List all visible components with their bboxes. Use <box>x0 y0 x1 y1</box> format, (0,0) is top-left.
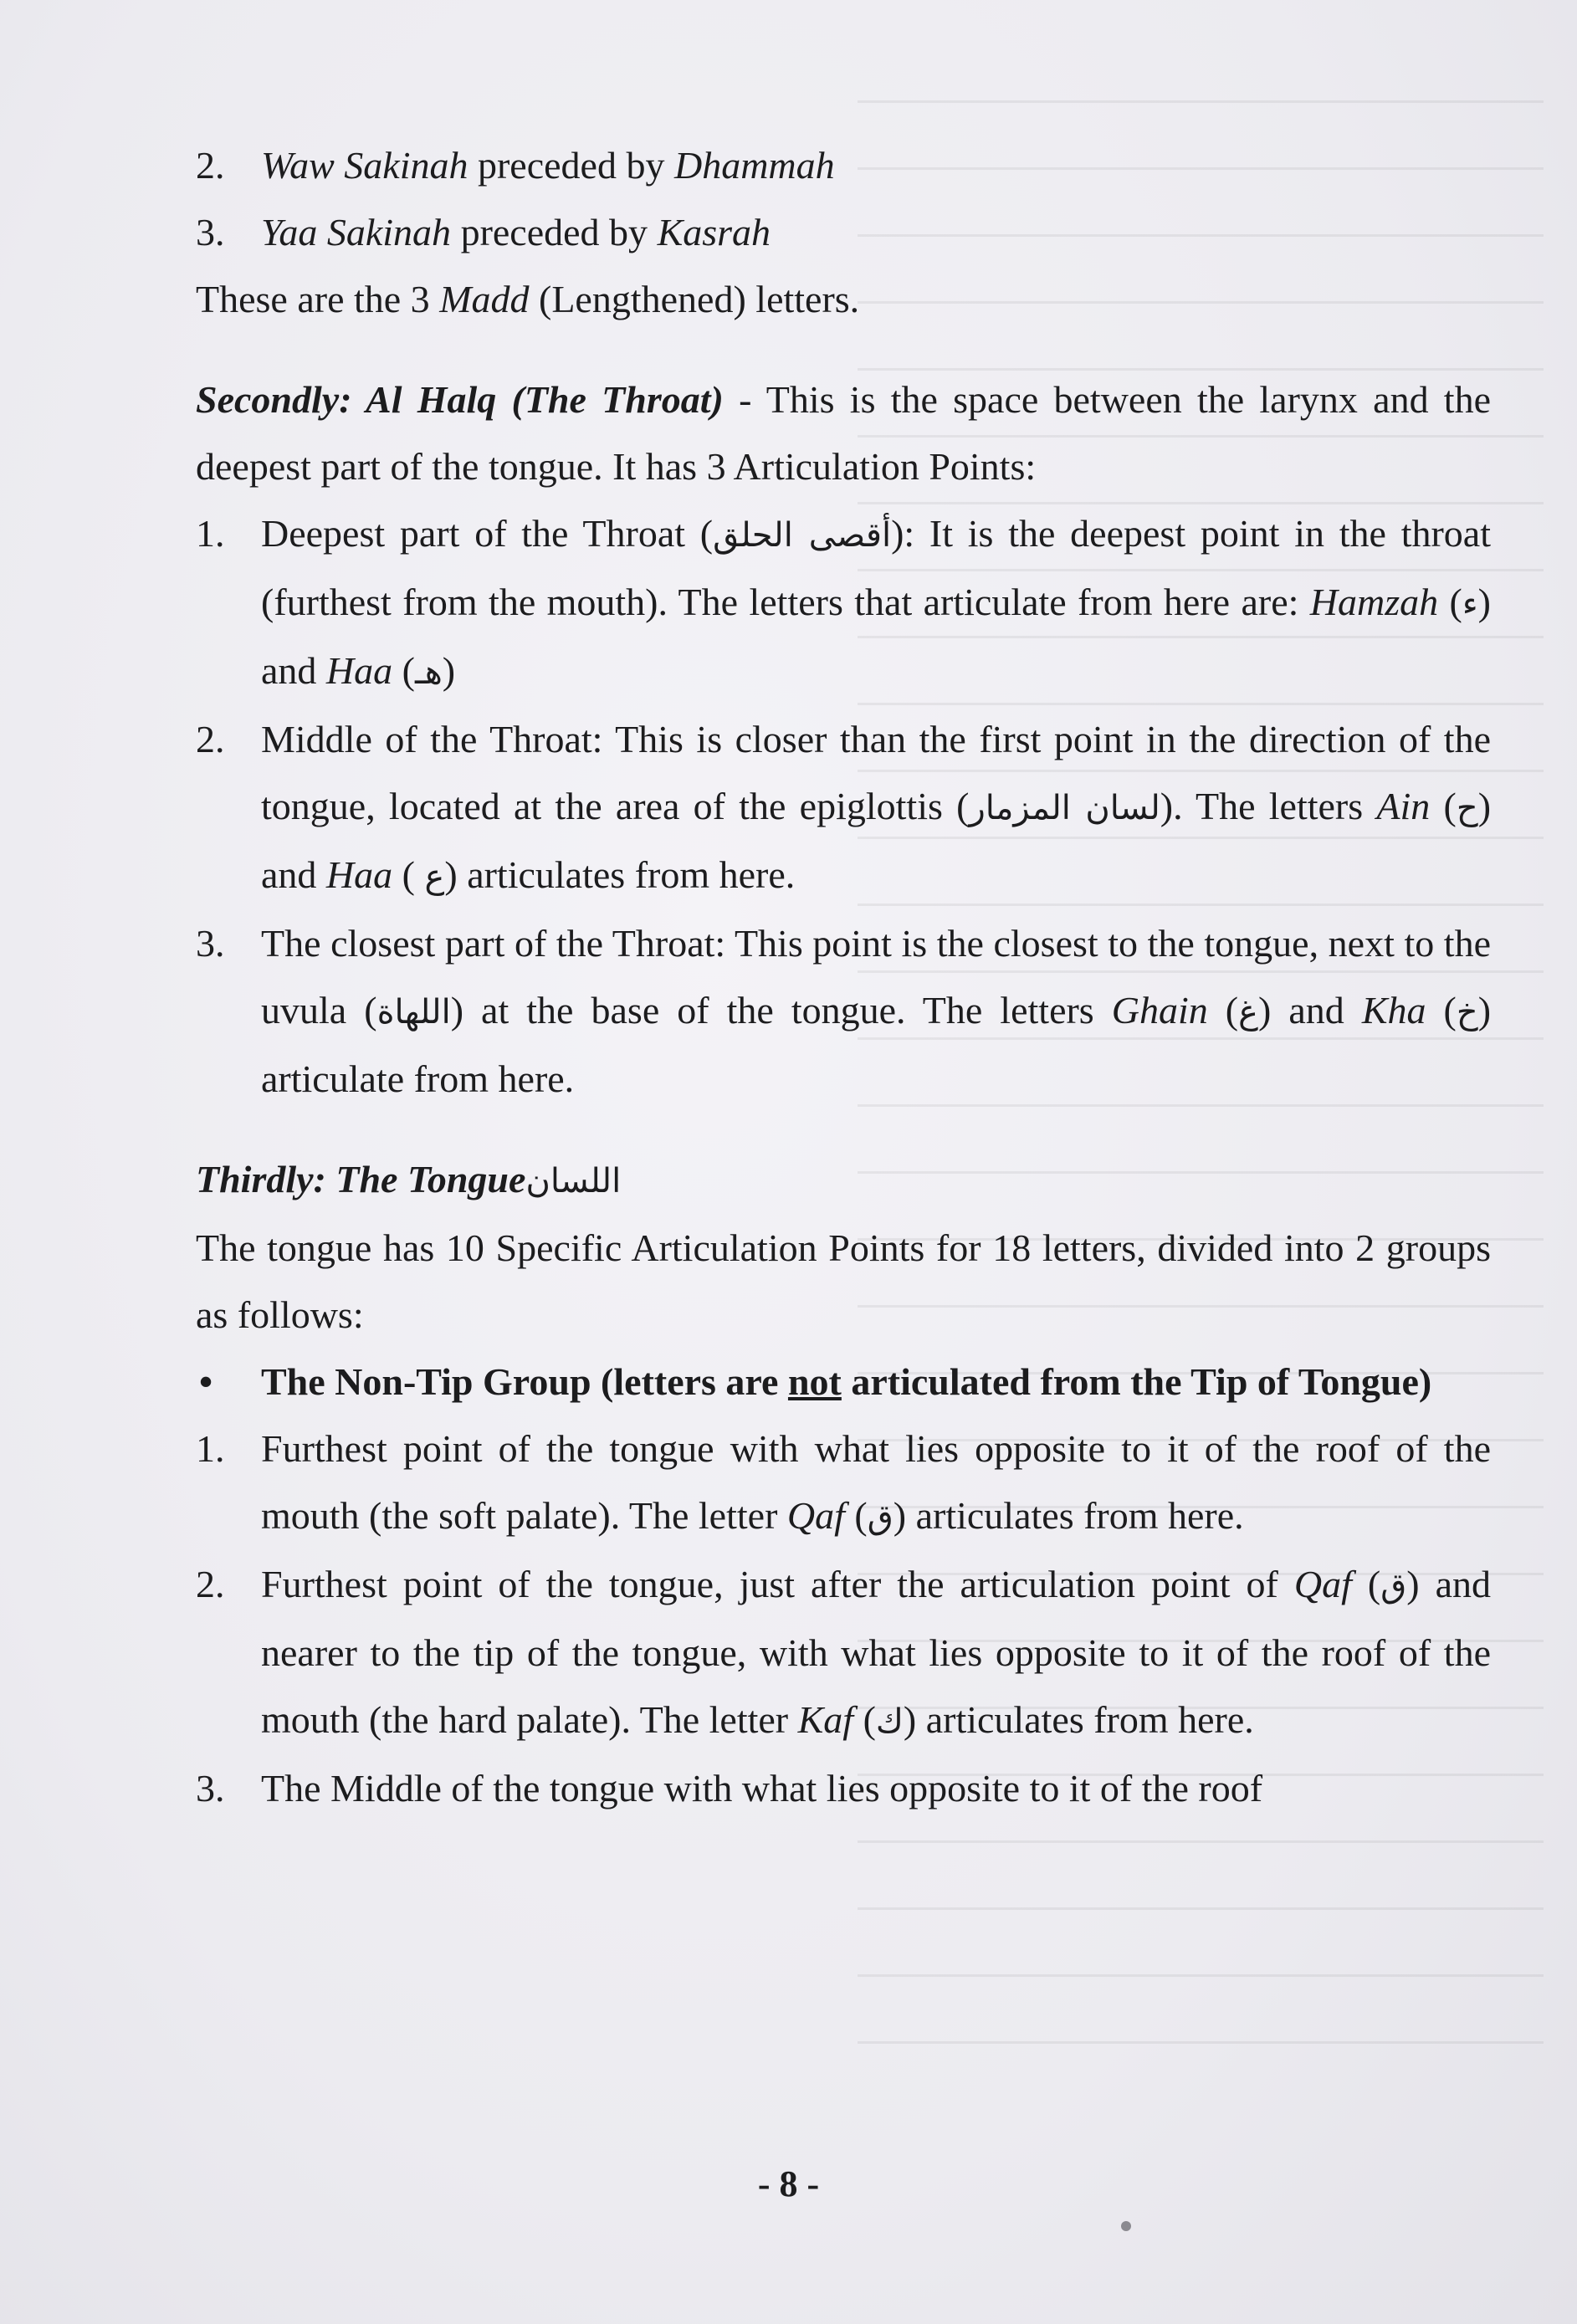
arabic-letter: ء <box>1462 585 1478 623</box>
term-kasrah: Kasrah <box>657 211 771 253</box>
text-run: Furthest point of the tongue, just after the articulation point of <box>261 1563 1294 1605</box>
bullet-icon: • <box>199 1360 213 1403</box>
arabic-letter: هـ <box>414 653 443 692</box>
item-number: 3. <box>196 1767 225 1810</box>
term-waw-sakinah: Waw Sakinah <box>261 144 468 187</box>
paper-speck <box>1121 2221 1131 2231</box>
item-number: 1. <box>196 512 225 555</box>
text-run: preceded by <box>451 211 658 253</box>
item-number: 2. <box>196 144 225 187</box>
term-qaf: Qaf <box>786 1494 845 1537</box>
term-yaa-sakinah: Yaa Sakinah <box>261 211 452 253</box>
text-run: Furthest point of the tongue with what lies opposite to it of the roof of the mouth (the soft palate). The letter <box>261 1427 1491 1537</box>
madd-item-yaa <box>196 199 1491 266</box>
term-hamzah: Hamzah <box>1309 581 1439 623</box>
non-tip-group-bullet <box>196 1349 1491 1415</box>
text-run: The closest part of the Throat: This point is the closest to the tongue, next to the uvula ( <box>261 922 1491 1031</box>
text-run: The Non-Tip Group (letters are <box>261 1360 788 1403</box>
text-run: (Lengthened) letters. <box>529 278 860 320</box>
section-halq-intro <box>196 366 1491 500</box>
term-madd: Madd <box>439 278 530 320</box>
arabic-letter: ع <box>424 857 445 896</box>
arabic-letter: خ <box>1456 993 1478 1031</box>
halq-point-2: 2. Middle of the Throat: This is closer than the first point in the direction of the tongue, located at the area of the epiglottis (لسان المزمار). The letters Ain (ح) and Haa ( ع) articulates from here. <box>196 706 1491 910</box>
arabic-letter: ق <box>867 1498 893 1537</box>
text-run: articulates from here. <box>457 853 796 896</box>
madd-summary <box>196 266 1491 333</box>
madd-item-waw <box>196 132 1491 199</box>
term-kaf: Kaf <box>797 1698 854 1741</box>
term-ain: Ain <box>1376 785 1431 827</box>
text-run: The Middle of the tongue with what lies opposite to it of the roof <box>261 1767 1263 1810</box>
text-run: Middle of the Throat: This is closer than the first point in the direction of the tongue, located at the area of the epiglottis ( <box>261 718 1491 827</box>
arabic-term: لسان المزمار <box>969 789 1160 827</box>
page-number: - 8 - <box>757 2163 820 2204</box>
item-number: 3. <box>196 211 225 253</box>
arabic-term: أقصى الحلق <box>713 516 892 555</box>
spacer <box>196 333 1491 366</box>
tongue-intro: The tongue has 10 Specific Articulation Points for 18 letters, divided into 2 groups as follows: <box>196 1226 1491 1336</box>
item-number: 3. <box>196 922 225 965</box>
arabic-letter: ك <box>875 1702 904 1741</box>
term-ghain: Ghain <box>1111 989 1208 1031</box>
text-run: ): It is the deepest point in the throat (furthest from the mouth). The letters that articulate from here are: <box>261 512 1491 623</box>
term-kha: Kha <box>1361 989 1426 1031</box>
text-run: and <box>261 649 326 692</box>
arabic-letter: ح <box>1456 789 1478 827</box>
text-run: and <box>1271 989 1362 1031</box>
text-run: articulate from here. <box>261 1057 575 1100</box>
text-run: preceded by <box>468 144 674 187</box>
arabic-term: اللهاة <box>376 993 451 1031</box>
arabic-letter: غ <box>1238 993 1258 1031</box>
text-run: ) at the base of the tongue. The letters <box>450 989 1112 1031</box>
item-number: 2. <box>196 718 225 760</box>
arabic-term: اللسان <box>525 1162 622 1200</box>
tongue-point-1: 1. Furthest point of the tongue with what lies opposite to it of the roof of the mouth (the soft palate). The letter Qaf (ق) articulates from here. <box>196 1415 1491 1551</box>
text-run: ). The letters <box>1160 785 1377 827</box>
text-run: articulated from the Tip of Tongue) <box>841 1360 1432 1403</box>
halq-point-3: 3. The closest part of the Throat: This point is the closest to the tongue, next to the uvula (اللهاة) at the base of the tongue. The letters Ghain (غ) and Kha (خ) articulate from here. <box>196 910 1491 1113</box>
item-number: 2. <box>196 1563 225 1605</box>
spacer <box>196 1113 1491 1146</box>
term-haa: Haa <box>325 649 393 692</box>
term-dhammah: Dhammah <box>673 144 835 187</box>
text-run: articulates from here. <box>916 1698 1254 1741</box>
tongue-point-3 <box>196 1755 1491 1822</box>
page-body <box>196 132 1491 1822</box>
text-run: and nearer to the tip of the tongue, with what lies opposite to it of the roof of the mouth (the hard palate). The letter <box>261 1563 1491 1741</box>
item-number: 1. <box>196 1427 225 1470</box>
section-tongue-heading <box>196 1146 1491 1215</box>
text-run: articulates from here. <box>906 1494 1244 1537</box>
text-run: Deepest part of the Throat ( <box>261 512 714 555</box>
halq-point-1: 1. Deepest part of the Throat (أقصى الحلق): It is the deepest point in the throat (furthest from the mouth). The letters that articulate from here are: Hamzah (ء) and Haa (هـ) <box>196 500 1491 706</box>
text-run: These are the 3 <box>196 278 440 320</box>
section-heading-tongue: Thirdly: The Tongue <box>196 1158 526 1200</box>
term-haa: Haa <box>325 853 393 896</box>
emphasis-not: not <box>787 1360 842 1403</box>
text-run: - This is the space between the larynx and the deepest part of the tongue. It has 3 Articulation Points: <box>196 378 1491 488</box>
term-qaf: Qaf <box>1293 1563 1352 1605</box>
tongue-point-2: 2. Furthest point of the tongue, just after the articulation point of Qaf (ق) and nearer to the tip of the tongue, with what lies opposite to it of the roof of the mouth (the hard palate). The letter Kaf (ك) articulates from here. <box>196 1551 1491 1755</box>
section-heading-halq: Secondly: Al Halq (The Throat) <box>196 378 724 421</box>
arabic-letter: ق <box>1380 1567 1407 1605</box>
text-run: and <box>261 853 326 896</box>
